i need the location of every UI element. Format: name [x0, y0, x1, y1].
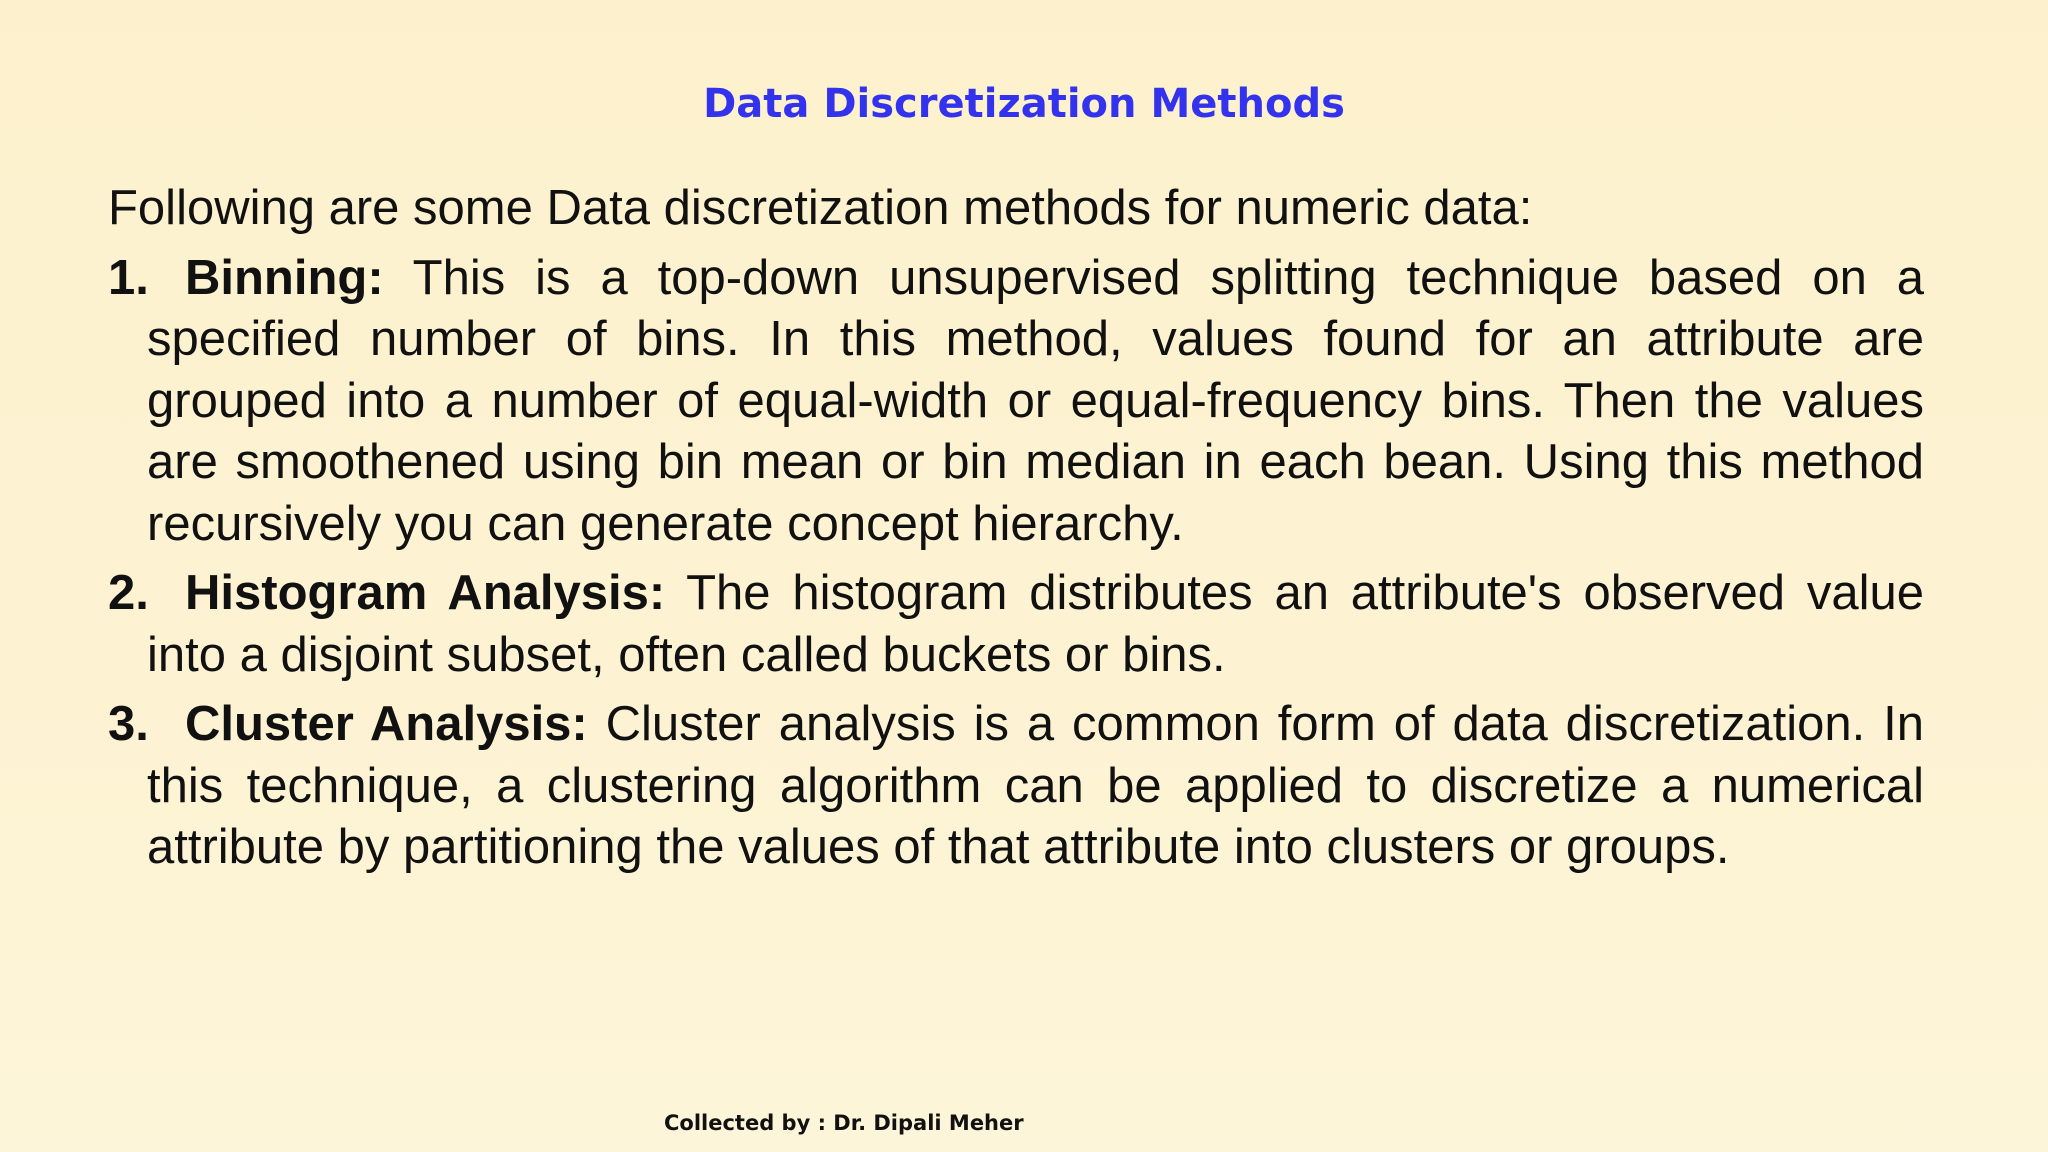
item-heading: Binning: — [185, 250, 384, 305]
list-item-binning — [108, 248, 1924, 556]
item-number: 3. — [108, 697, 149, 751]
intro-text: Following are some Data discretization methods for numeric data: — [108, 181, 1533, 235]
item-number: 1. — [108, 250, 149, 305]
slide-body — [108, 178, 1924, 887]
item-text: This is a top-down unsupervised splitting technique based on a specified number of bins. In this method, values found for an attribute are grouped into a number of equal-width or equal-frequency bins. Then the values are smoothened using bin mean or bin median in each bean. Using this method recursively you can generate concept hierarchy. — [147, 250, 1924, 551]
slide-title: Data Discretization Methods — [703, 81, 1345, 127]
item-heading: Histogram Analysis: — [185, 566, 666, 620]
list-item-histogram-analysis — [108, 563, 1924, 686]
item-text: The histogram distributes an attribute's observed value into a disjoint subset, often called buckets or bins. — [147, 566, 1925, 682]
list-item-cluster-analysis — [108, 694, 1924, 879]
item-text: Cluster analysis is a common form of data discretization. In this technique, a clustering algorithm can be applied to discretize a numerical attribute by partitioning the values of that attribute into clusters or groups. — [147, 697, 1925, 874]
item-heading: Cluster Analysis: — [185, 697, 588, 751]
item-number: 2. — [108, 566, 149, 620]
footer-credit: Collected by : Dr. Dipali Meher — [664, 1111, 1024, 1135]
